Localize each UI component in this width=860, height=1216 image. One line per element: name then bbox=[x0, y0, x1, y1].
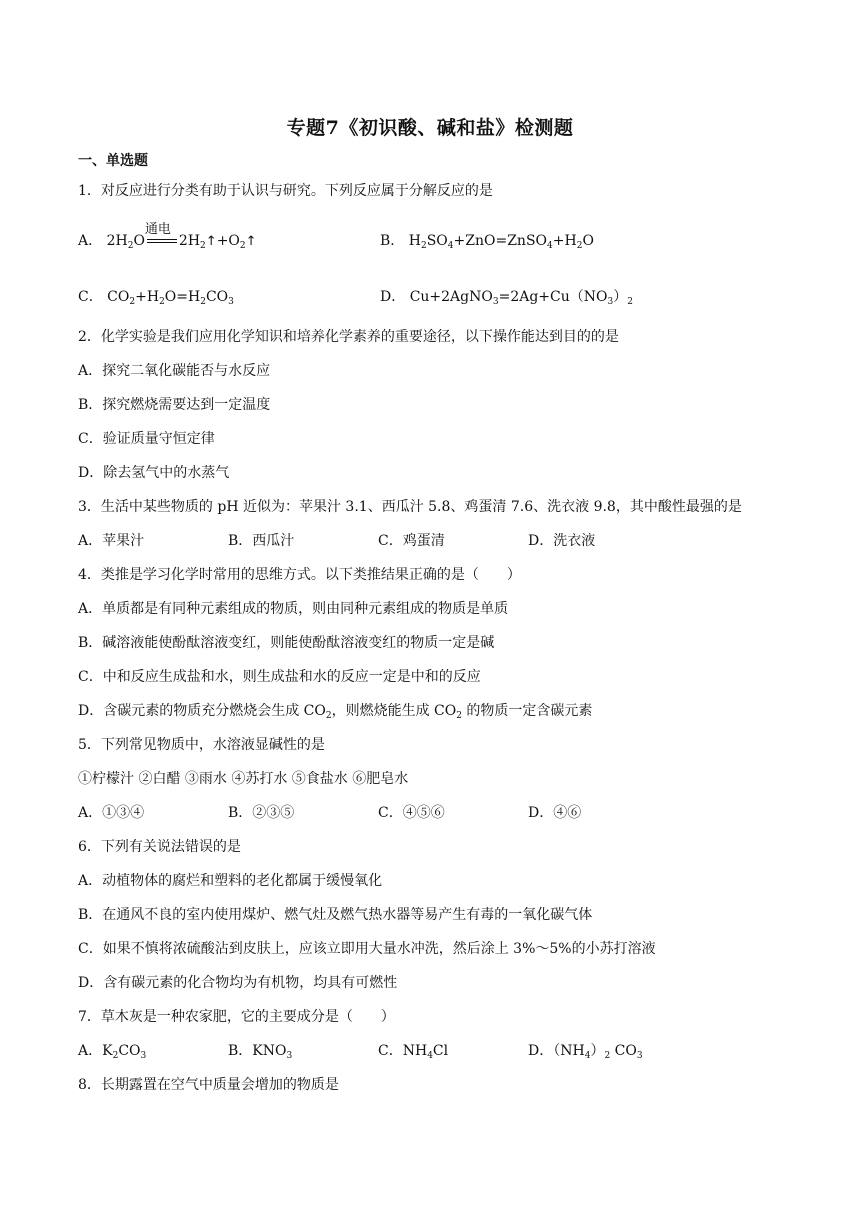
q7-option-b: B．$KNO_3$ bbox=[228, 1043, 293, 1061]
q6-option-c: C．如果不慎将浓硫酸沾到皮肤上，应该立即用大量水冲洗，然后涂上 3%～5%的小苏打溶液 bbox=[78, 941, 656, 957]
q4-option-b: B．碱溶液能使酚酞溶液变红，则能使酚酞溶液变红的物质一定是碱 bbox=[78, 635, 495, 651]
q5-items: ①柠檬汁 ②白醋 ③雨水 ④苏打水 ⑤食盐水 ⑥肥皂水 bbox=[78, 771, 409, 787]
q5-option-a: A．①③④ bbox=[78, 805, 145, 821]
q5-option-b: B．②③⑤ bbox=[228, 805, 295, 821]
q1-option-a: A． $2H_2O$ 通电 $2H_2↑+O_2↑$ bbox=[78, 222, 257, 251]
question-5-stem: 5．下列常见物质中，水溶液显碱性的是 bbox=[78, 737, 325, 753]
q3-option-b: B．西瓜汁 bbox=[228, 533, 295, 549]
q1-option-d: D． $Cu+2AgNO_3=2Ag+Cu(NO_3)_2$ bbox=[380, 289, 633, 307]
question-7-stem: 7．草木灰是一种农家肥，它的主要成分是（ ） bbox=[78, 1009, 395, 1025]
q2-option-d: D．除去氢气中的水蒸气 bbox=[78, 465, 230, 481]
question-1-stem: 1．对反应进行分类有助于认识与研究。下列反应属于分解反应的是 bbox=[78, 183, 493, 199]
section-heading: 一、单选题 bbox=[78, 153, 148, 169]
q6-option-b: B．在通风不良的室内使用煤炉、燃气灶及燃气热水器等易产生有毒的一氧化碳气体 bbox=[78, 907, 593, 923]
q2-option-c: C．验证质量守恒定律 bbox=[78, 431, 215, 447]
q3-option-c: C．鸡蛋清 bbox=[378, 533, 445, 549]
q1-equation-c: $CO_2+H_2O=H_2CO_3$ bbox=[107, 289, 234, 307]
question-6-stem: 6．下列有关说法错误的是 bbox=[78, 839, 241, 855]
q3-option-a: A．苹果汁 bbox=[78, 533, 145, 549]
page-title: 专题7《初识酸、碱和盐》检测题 bbox=[286, 117, 574, 139]
q6-option-a: A．动植物体的腐烂和塑料的老化都属于缓慢氧化 bbox=[78, 873, 383, 889]
q7-option-d: D．$(NH_4)_2$ $CO_3$ bbox=[528, 1043, 643, 1061]
question-4-stem: 4．类推是学习化学时常用的思维方式。以下类推结果正确的是（ ） bbox=[78, 567, 521, 583]
q4-option-c: C．中和反应生成盐和水，则生成盐和水的反应一定是中和的反应 bbox=[78, 669, 481, 685]
q4-option-a: A．单质都是有同种元素组成的物质，则由同种元素组成的物质是单质 bbox=[78, 601, 509, 617]
q2-option-b: B．探究燃烧需要达到一定温度 bbox=[78, 397, 271, 413]
q5-option-c: C．④⑤⑥ bbox=[378, 805, 445, 821]
question-2-stem: 2．化学实验是我们应用化学知识和培养化学素养的重要途径，以下操作能达到目的的是 bbox=[78, 329, 619, 345]
q1-equation-a: $2H_2O$ 通电 $2H_2↑+O_2↑$ bbox=[106, 222, 257, 251]
question-8-stem: 8．长期露置在空气中质量会增加的物质是 bbox=[78, 1077, 339, 1093]
q5-option-d: D．④⑥ bbox=[528, 805, 582, 821]
q4-option-d: D．含碳元素的物质充分燃烧会生成 $CO_2$，则燃烧能生成 $CO_2$ 的物质一定含碳元素 bbox=[78, 703, 593, 721]
q1-equation-d: $Cu+2AgNO_3=2Ag+Cu(NO_3)_2$ bbox=[409, 289, 633, 307]
q1-equation-b: $H_2SO_4+ZnO=ZnSO_4+H_2O$ bbox=[408, 233, 594, 251]
q7-option-c: C．$NH_4Cl$ bbox=[378, 1043, 449, 1061]
q7-option-a: A．$K_2CO_3$ bbox=[78, 1043, 147, 1061]
q1-option-b: B． $H_2SO_4+ZnO=ZnSO_4+H_2O$ bbox=[380, 233, 594, 251]
q1-option-c: C． $CO_2+H_2O=H_2CO_3$ bbox=[78, 289, 234, 307]
q6-option-d: D．含有碳元素的化合物均为有机物，均具有可燃性 bbox=[78, 975, 398, 991]
question-3-stem: 3．生活中某些物质的 pH 近似为：苹果汁 3.1、西瓜汁 5.8、鸡蛋清 7.6、洗衣液 9.8，其中酸性最强的是 bbox=[78, 499, 742, 515]
q2-option-a: A．探究二氧化碳能否与水反应 bbox=[78, 363, 271, 379]
q3-option-d: D．洗衣液 bbox=[528, 533, 596, 549]
